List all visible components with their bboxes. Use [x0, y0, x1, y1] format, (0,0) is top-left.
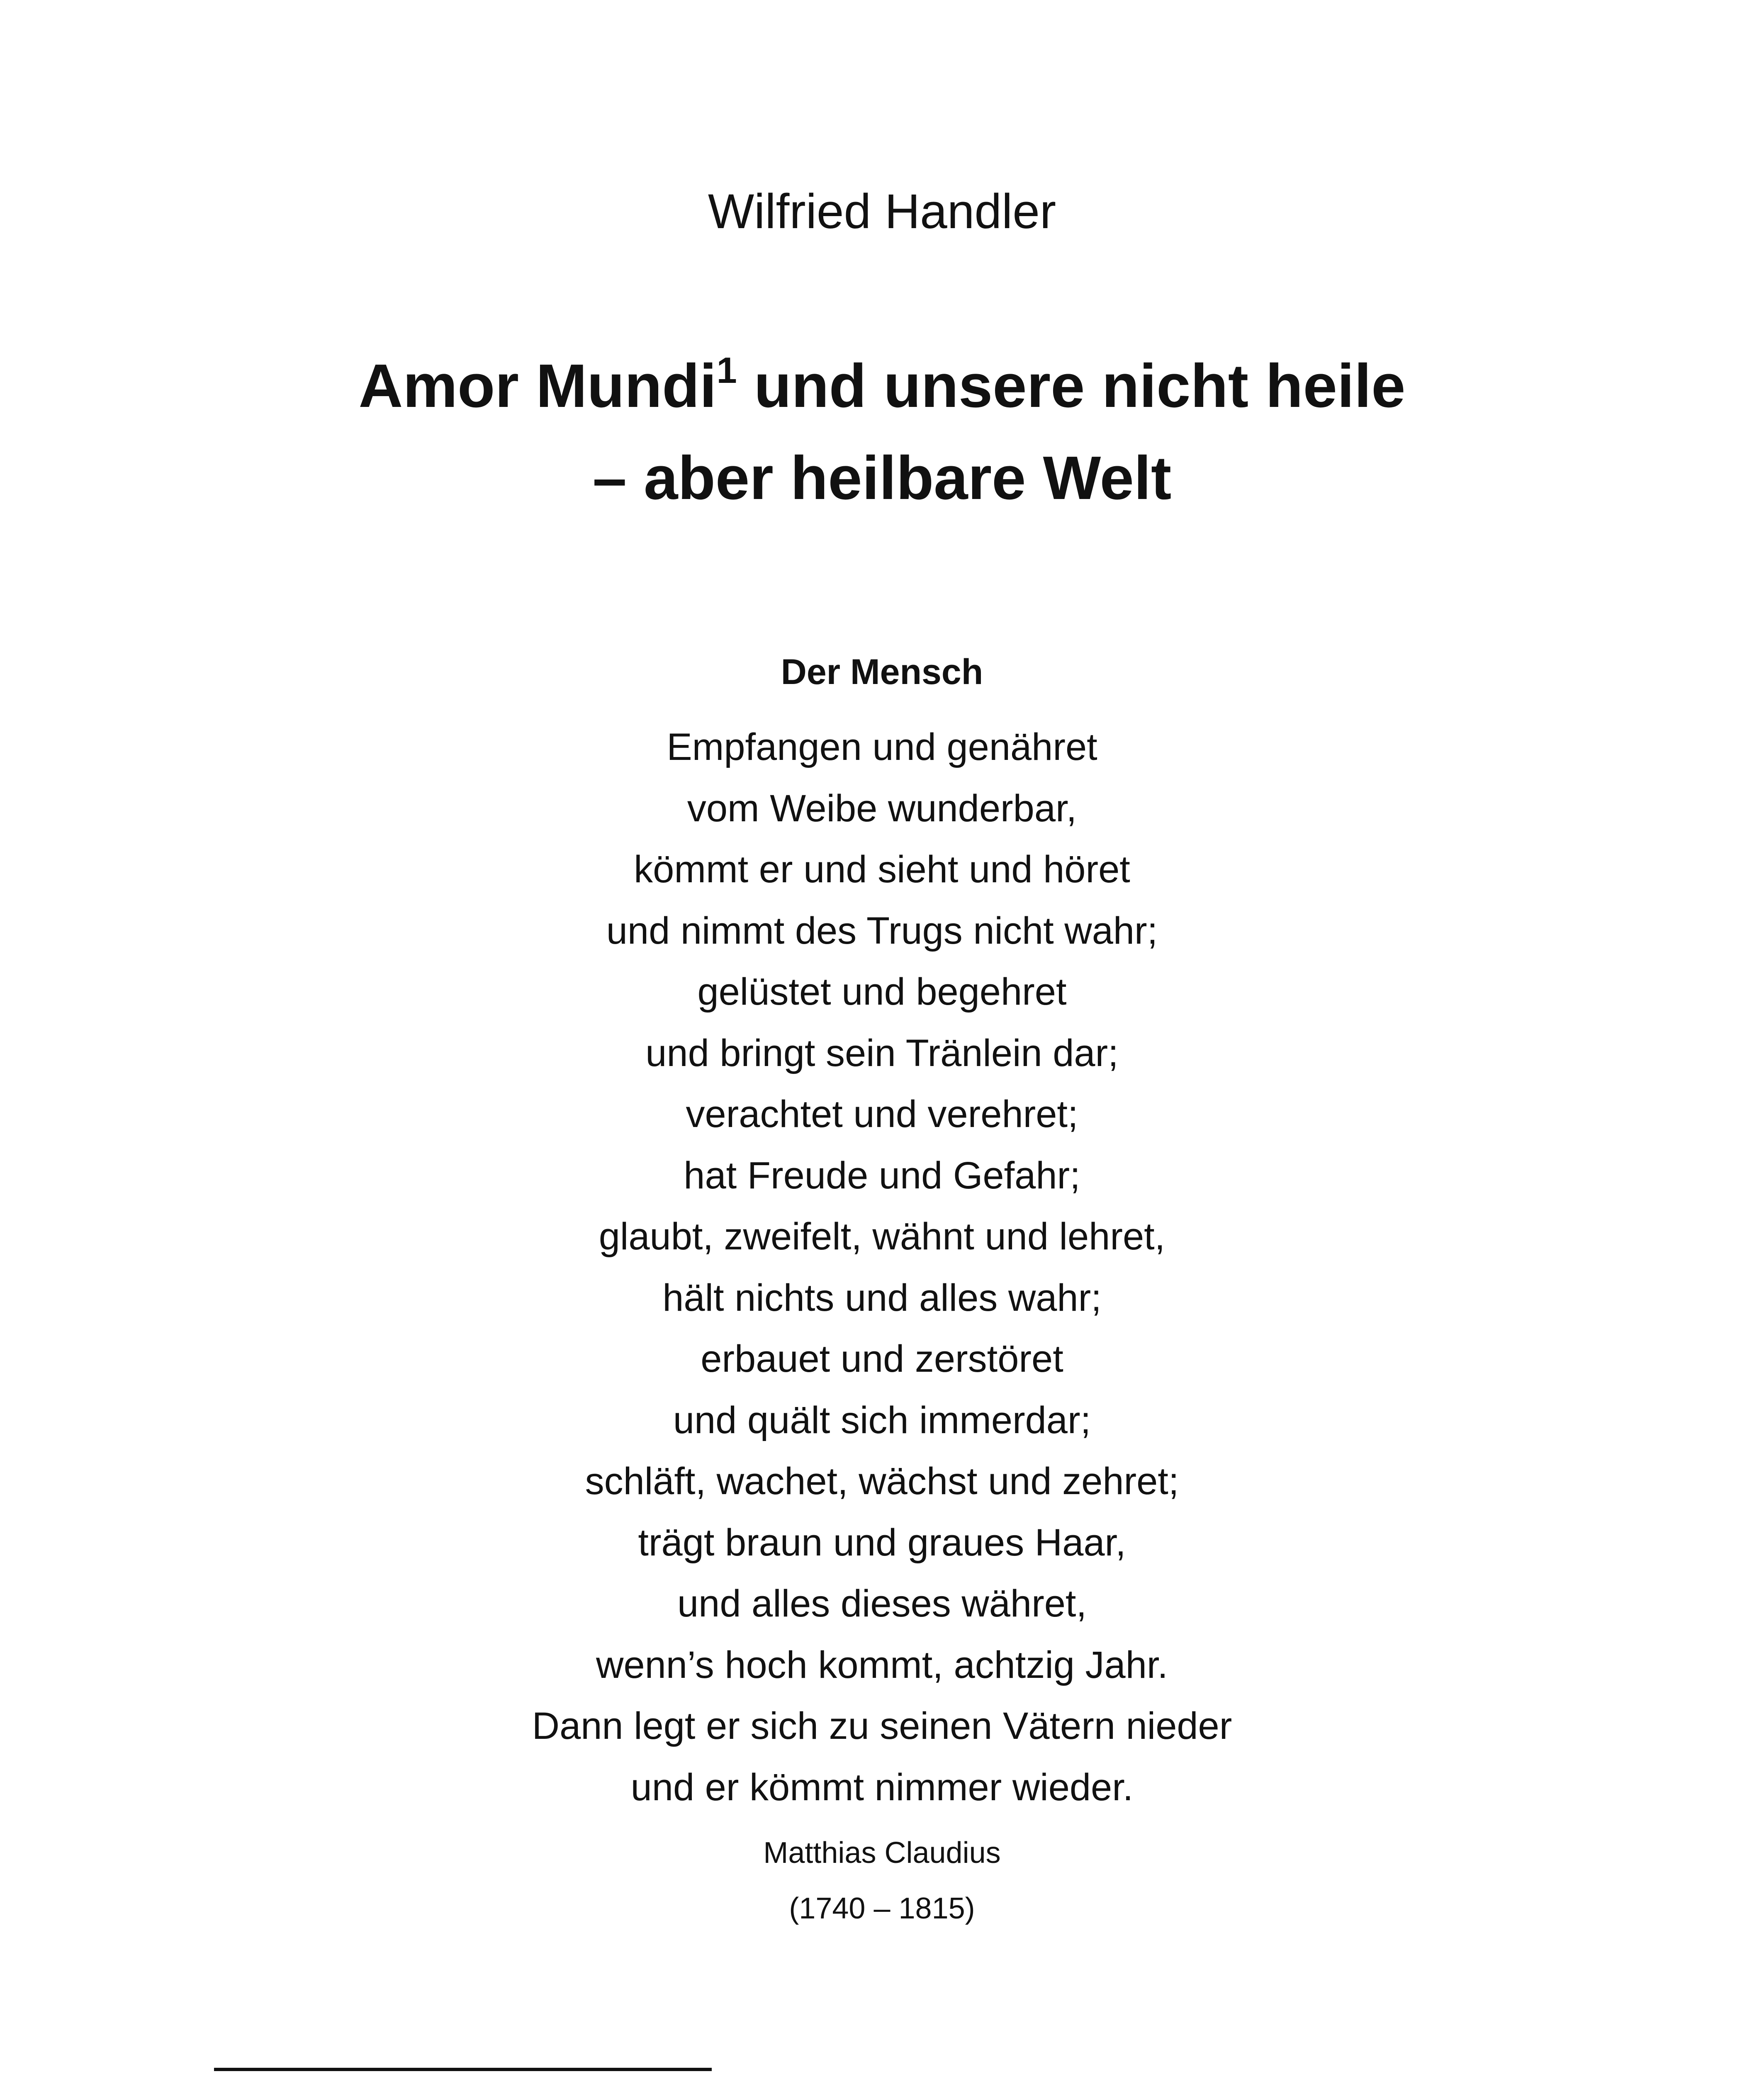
poem-line: und quält sich immerdar; — [673, 1399, 1091, 1441]
poem-line: Empfangen und genähret — [667, 726, 1097, 768]
poem-line: wenn’s hoch kommt, achtzig Jahr. — [596, 1643, 1168, 1686]
author-name: Wilfried Handler — [708, 184, 1056, 239]
poet-years: (1740 – 1815) — [789, 1892, 975, 1925]
poem-line: und bringt sein Tränlein dar; — [645, 1032, 1119, 1074]
poem-line: trägt braun und graues Haar, — [638, 1521, 1126, 1564]
poem-line: und alles dieses währet, — [677, 1582, 1087, 1625]
title-footnote-marker[interactable]: 1 — [716, 349, 737, 391]
poem-line: gelüstet und begehret — [697, 971, 1067, 1013]
poem-line: vom Weibe wunderbar, — [687, 787, 1077, 830]
title-line-1-start: Amor Mundi — [358, 352, 717, 420]
poem-line: glaubt, zweifelt, wähnt und lehret, — [599, 1215, 1165, 1258]
title-line-2: – aber heilbare Welt — [592, 444, 1172, 512]
poem-line: hält nichts und alles wahr; — [662, 1276, 1102, 1319]
footnote-divider — [214, 2068, 712, 2071]
poem-line: erbauet und zerstöret — [701, 1338, 1063, 1380]
title-line-1 — [0, 340, 1764, 432]
poet-name: Matthias Claudius — [763, 1836, 1001, 1870]
poem-line: hat Freude und Gefahr; — [684, 1154, 1080, 1197]
poem-body — [0, 717, 1764, 1818]
poem-attribution — [0, 1825, 1764, 1936]
poem-line: schläft, wachet, wächst und zehret; — [585, 1460, 1179, 1502]
poem-title: Der Mensch — [781, 652, 983, 692]
poem-line: kömmt er und sieht und höret — [634, 848, 1130, 891]
title-line-1-end: und unsere nicht heile — [737, 352, 1406, 420]
poem-line: Dann legt er sich zu seinen Vätern nieder — [532, 1705, 1232, 1747]
poem-line: verachtet und verehret; — [686, 1093, 1078, 1135]
document-title — [0, 340, 1764, 524]
poem-line: und nimmt des Trugs nicht wahr; — [606, 909, 1158, 952]
poem-line: und er kömmt nimmer wieder. — [630, 1766, 1134, 1809]
